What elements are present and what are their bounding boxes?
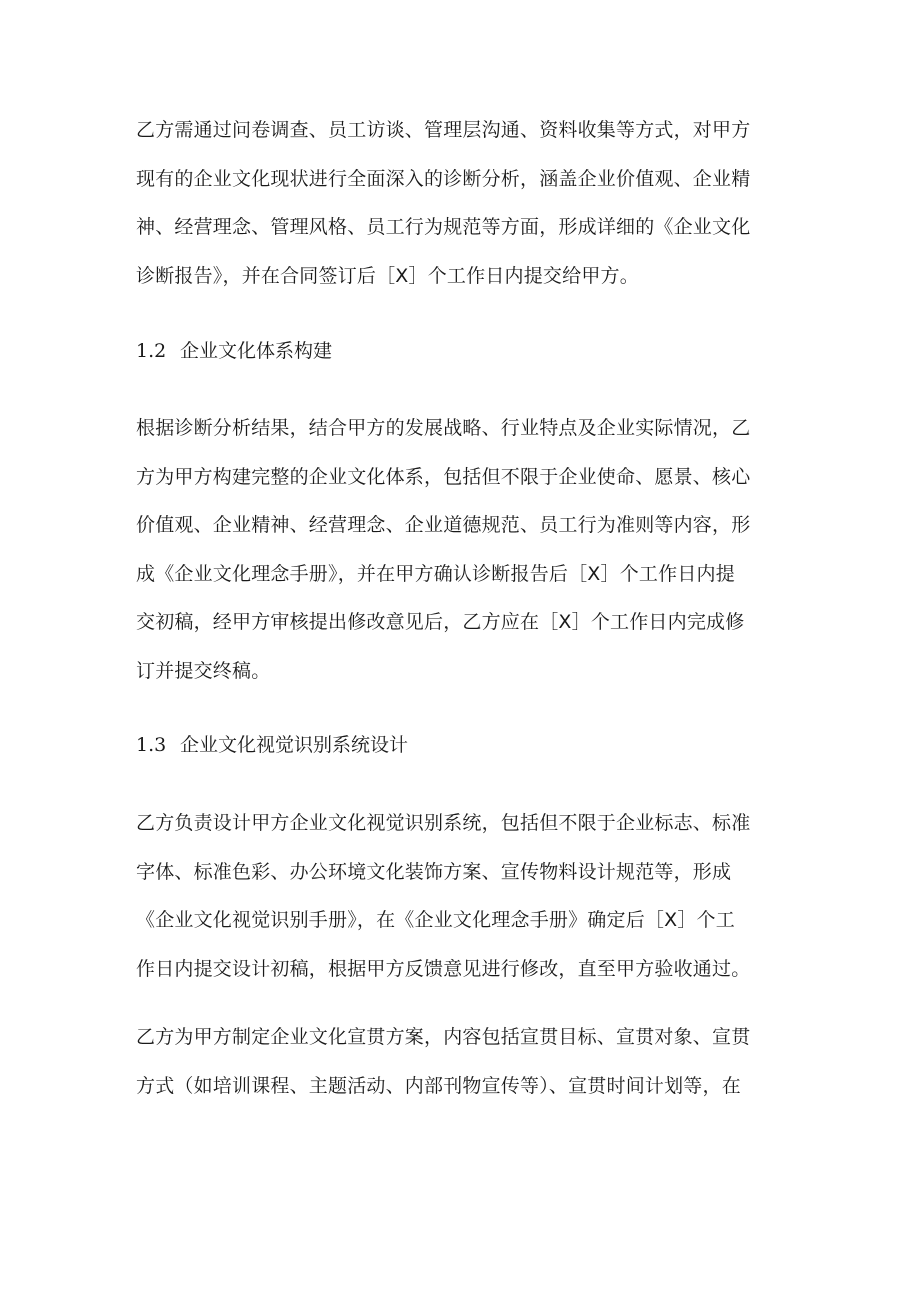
paragraph-line: 字体、标准色彩、办公环境文化装饰方案、宣传物料设计规范等，形成 (136, 860, 732, 883)
paragraph-line: 方式（如培训课程、主题活动、内部刊物宣传等）、宣贯时间计划等，在 (136, 1074, 741, 1097)
paragraph-promotion-plan (136, 1013, 786, 1110)
paragraph-line: 诊断报告》，并在合同签订后［X］个工作日内提交给甲方。 (136, 264, 639, 287)
paragraph-line: 神、经营理念、管理风格、员工行为规范等方面，形成详细的《企业文化 (136, 216, 751, 238)
paragraph-line: 作日内提交设计初稿，根据甲方反馈意见进行修改，直至甲方验收通过。 (136, 957, 751, 980)
paragraph-diagnosis (136, 106, 786, 300)
section-title: 企业文化视觉识别系统设计 (180, 734, 409, 756)
paragraph-line: 方为甲方构建完整的企业文化体系，包括但不限于企业使命、愿景、核心 (136, 465, 751, 488)
paragraph-line: 乙方为甲方制定企业文化宣贯方案，内容包括宣贯目标、宣贯对象、宣贯 (136, 1026, 751, 1048)
paragraph-line: 价值观、企业精神、经营理念、企业道德规范、员工行为准则等内容，形 (136, 514, 751, 536)
section-number: 1.2 (136, 340, 167, 362)
paragraph-line: 订并提交终稿。 (136, 659, 271, 682)
paragraph-line: 交初稿，经甲方审核提出修改意见后，乙方应在［X］个工作日内完成修 (136, 611, 745, 633)
paragraph-line: 成《企业文化理念手册》，并在甲方确认诊断报告后［X］个工作日内提 (136, 562, 735, 585)
paragraph-culture-system (136, 404, 786, 695)
section-heading-1-2 (136, 336, 332, 366)
paragraph-line: 《企业文化视觉识别手册》，在《企业文化理念手册》确定后［X］个工 (136, 909, 735, 931)
paragraph-line: 根据诊断分析结果，结合甲方的发展战略、行业特点及企业实际情况，乙 (136, 417, 751, 439)
paragraph-line: 乙方负责设计甲方企业文化视觉识别系统，包括但不限于企业标志、标准 (136, 812, 751, 834)
section-number: 1.3 (136, 734, 167, 756)
paragraph-line: 乙方需通过问卷调查、员工访谈、管理层沟通、资料收集等方式，对甲方 (136, 119, 751, 141)
paragraph-visual-identity (136, 799, 786, 993)
paragraph-line: 现有的企业文化现状进行全面深入的诊断分析，涵盖企业价值观、企业精 (136, 167, 751, 190)
section-heading-1-3 (136, 730, 408, 760)
section-title: 企业文化体系构建 (180, 340, 333, 362)
